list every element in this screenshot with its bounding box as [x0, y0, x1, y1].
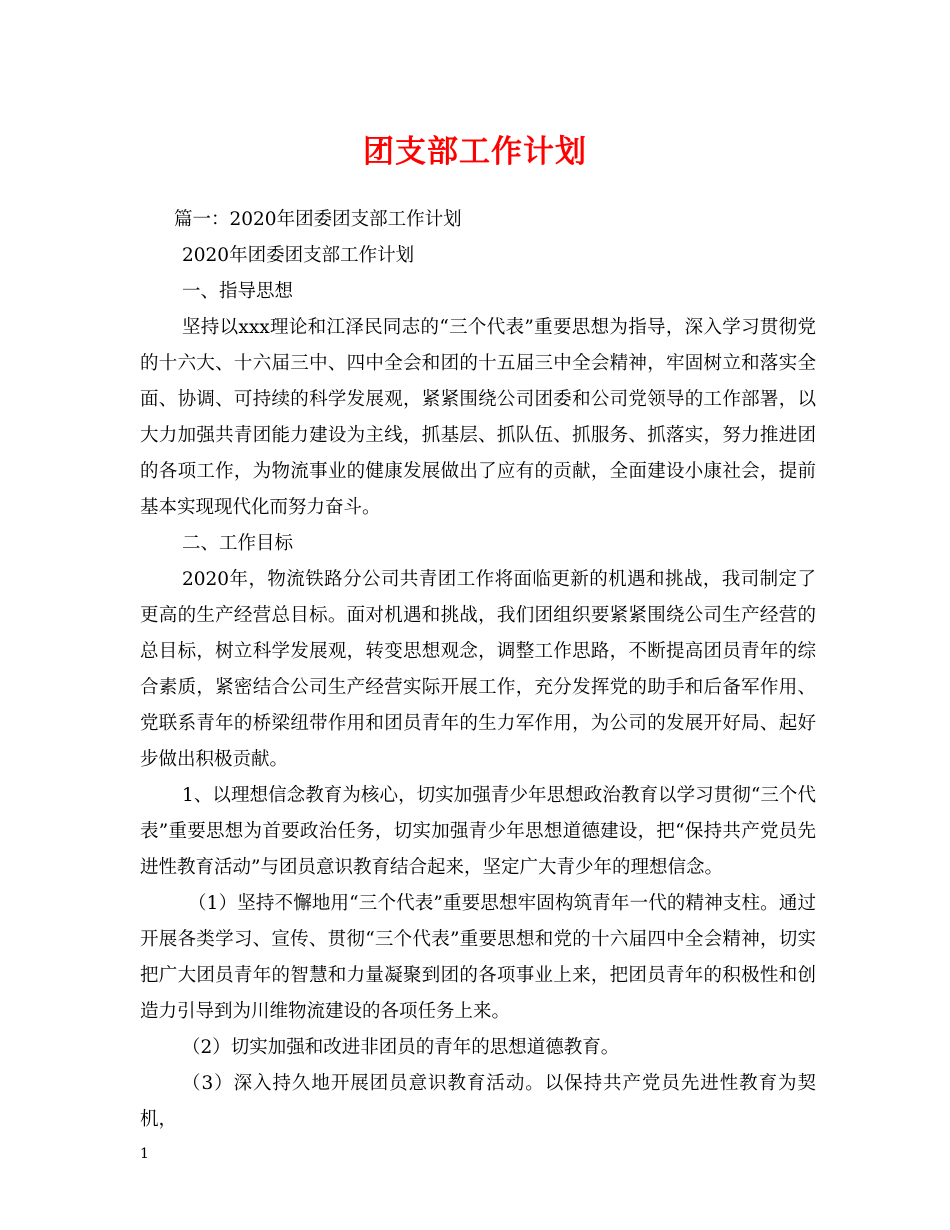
- paragraph: （3）深入持久地开展团员意识教育活动。以保持共产党员先进性教育为契机，: [140, 1073, 816, 1130]
- paragraph: 1、以理想信念教育为核心，切实加强青少年思想政治教育以学习贯彻“三个代表”重要思想为首要政治任务，切实加强青少年思想道德建设，把“保持共产党员先进性教育活动”与团员意识教育结合起来，坚定广大青少年的理想信念。: [140, 785, 816, 878]
- section-heading: 篇一：2020年团委团支部工作计划: [174, 209, 462, 230]
- paragraph: （2）切实加强和改进非团员的青年的思想道德教育。: [182, 1037, 620, 1058]
- paragraph: 坚持以xxx理论和江泽民同志的“三个代表”重要思想为指导，深入学习贯彻党的十六大、十六届三中、四中全会和团的十五届三中全会精神，牢固树立和落实全面、协调、可持续的科学发展观，紧紧围绕公司团委和公司党领导的工作部署，以大力加强共青团能力建设为主线，抓基层、抓队伍、抓服务、抓落实，努力推进团的各项工作，为物流事业的健康发展做出了应有的贡献，全面建设小康社会，提前基本实现现代化而努力奋斗。: [140, 317, 816, 518]
- paragraph: （1）坚持不懈地用“三个代表”重要思想牢固构筑青年一代的精神支柱。通过开展各类学习、宣传、贯彻“三个代表”重要思想和党的十六届四中全会精神，切实把广大团员青年的智慧和力量凝聚到团的各项事业上来，把团员青年的积极性和创造力引导到为川维物流建设的各项任务上来。: [140, 893, 816, 1022]
- section-heading: 一、指导思想: [182, 281, 294, 302]
- section-heading: 二、工作目标: [182, 533, 294, 554]
- page-number: 1: [140, 1146, 149, 1162]
- document-title: 团支部工作计划: [363, 134, 587, 170]
- plan-heading: 2020年团委团支部工作计划: [182, 245, 415, 266]
- paragraph: 2020年，物流铁路分公司共青团工作将面临更新的机遇和挑战，我司制定了更高的生产经营总目标。面对机遇和挑战，我们团组织要紧紧围绕公司生产经营的总目标，树立科学发展观，转变思想观念，调整工作思路，不断提高团员青年的综合素质，紧密结合公司生产经营实际开展工作，充分发挥党的助手和后备军作用、党联系青年的桥梁纽带作用和团员青年的生力军作用，为公司的发展开好局、起好步做出积极贡献。: [140, 569, 816, 770]
- document-body: [140, 202, 816, 1138]
